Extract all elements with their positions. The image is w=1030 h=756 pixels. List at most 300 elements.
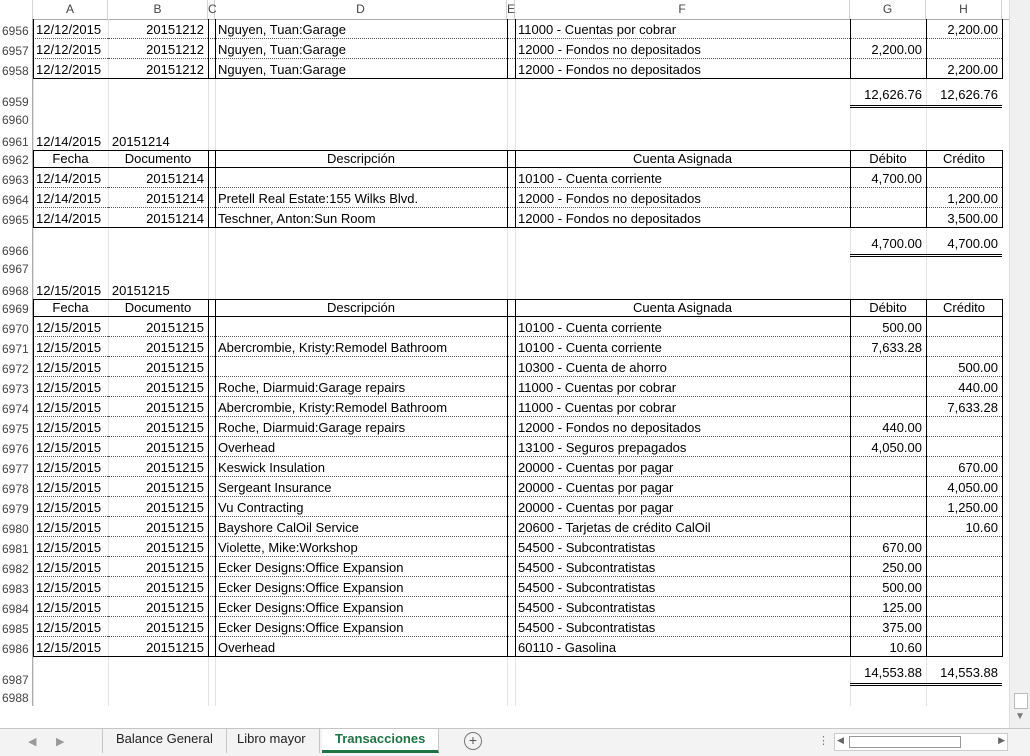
header-debito[interactable] <box>850 299 926 317</box>
cell-descripcion[interactable] <box>215 397 507 417</box>
total-row <box>0 228 1010 259</box>
column-header-g[interactable]: G <box>850 0 926 19</box>
header-cuenta[interactable] <box>515 150 850 168</box>
table-border <box>208 377 209 397</box>
cell-documento[interactable] <box>108 637 208 657</box>
table-border <box>1002 150 1003 168</box>
table-border <box>926 188 927 208</box>
vertical-scrollbar[interactable] <box>1009 0 1030 728</box>
table-border <box>33 557 34 577</box>
table-border <box>926 39 927 59</box>
cell-cuenta-text: 20000 - Cuentas por pagar <box>518 500 674 515</box>
cell-credito[interactable] <box>926 477 1002 497</box>
cell-fecha[interactable] <box>33 577 108 597</box>
cell-debito[interactable] <box>850 377 926 397</box>
cell-fecha[interactable] <box>33 417 108 437</box>
row-header[interactable] <box>0 59 33 79</box>
cell-debito[interactable] <box>850 417 926 437</box>
cell-fecha[interactable] <box>33 317 108 337</box>
gridline <box>515 128 516 150</box>
cell-debito[interactable] <box>850 19 926 39</box>
cell-debito[interactable] <box>850 577 926 597</box>
cell-descripcion-text: Pretell Real Estate:155 Wilks Blvd. <box>218 191 419 206</box>
cell-descripcion[interactable] <box>215 597 507 617</box>
cell-fecha[interactable] <box>33 59 108 79</box>
cell-documento[interactable] <box>108 168 208 188</box>
cell-credito[interactable] <box>926 397 1002 417</box>
cell-cuenta[interactable] <box>515 637 850 657</box>
row-header[interactable] <box>0 168 33 188</box>
spacer-cell <box>507 168 515 188</box>
table-border <box>208 299 209 317</box>
header-documento[interactable] <box>108 299 208 317</box>
cell-credito[interactable] <box>926 357 1002 377</box>
cell-fecha[interactable] <box>33 597 108 617</box>
cell-debito[interactable] <box>850 188 926 208</box>
cell-documento[interactable] <box>108 39 208 59</box>
cell-descripcion[interactable] <box>215 417 507 437</box>
cell-documento[interactable] <box>108 517 208 537</box>
row-header[interactable] <box>0 417 33 437</box>
cell-debito[interactable] <box>850 59 926 79</box>
cell-cuenta[interactable] <box>515 357 850 377</box>
horizontal-scroll-thumb[interactable] <box>849 736 961 748</box>
row-header[interactable] <box>0 208 33 228</box>
row-header[interactable] <box>0 188 33 208</box>
cell-documento[interactable] <box>108 19 208 39</box>
cell-descripcion-text: Sergeant Insurance <box>218 480 332 495</box>
table-border <box>926 397 927 417</box>
cell-credito[interactable] <box>926 19 1002 39</box>
table-border <box>215 557 216 577</box>
group-title[interactable] <box>33 277 333 299</box>
column-header-b[interactable]: B <box>108 0 208 19</box>
cell-cuenta[interactable] <box>515 517 850 537</box>
row-header[interactable] <box>0 397 33 417</box>
cell-documento[interactable] <box>108 317 208 337</box>
cell-documento[interactable] <box>108 188 208 208</box>
column-header-c[interactable]: C <box>208 0 215 19</box>
group-title[interactable] <box>33 128 333 150</box>
spacer-cell <box>507 39 515 59</box>
cell-descripcion[interactable] <box>215 39 507 59</box>
cell-descripcion[interactable] <box>215 377 507 397</box>
cell-documento[interactable] <box>108 337 208 357</box>
table-border <box>926 457 927 477</box>
cell-descripcion[interactable] <box>215 537 507 557</box>
cell-cuenta[interactable] <box>515 397 850 417</box>
cell-documento[interactable] <box>108 357 208 377</box>
cell-cuenta[interactable] <box>515 457 850 477</box>
cell-documento[interactable] <box>108 208 208 228</box>
cell-credito[interactable] <box>926 168 1002 188</box>
header-documento-text: Documento <box>124 300 192 315</box>
row-header[interactable] <box>0 688 33 706</box>
cell-descripcion[interactable] <box>215 557 507 577</box>
scroll-left-icon[interactable]: ◀ <box>837 735 844 745</box>
cell-fecha-text: 12/15/2015 <box>36 380 102 395</box>
tab-next-icon[interactable]: ▶ <box>56 736 65 748</box>
cell-debito[interactable] <box>850 337 926 357</box>
row-header[interactable] <box>0 79 33 110</box>
cell-fecha[interactable] <box>33 437 108 457</box>
table-border <box>215 437 216 457</box>
cell-credito[interactable] <box>926 577 1002 597</box>
cell-credito[interactable] <box>926 557 1002 577</box>
table-border <box>33 497 34 517</box>
header-descripcion[interactable] <box>215 150 507 168</box>
cell-cuenta[interactable] <box>515 59 850 79</box>
cell-debito[interactable] <box>850 517 926 537</box>
cell-fecha[interactable] <box>33 537 108 557</box>
cell-cuenta-text: 12000 - Fondos no depositados <box>518 420 701 435</box>
scroll-right-icon[interactable]: ▶ <box>998 735 1005 745</box>
spacer-cell <box>507 597 515 617</box>
header-fecha[interactable] <box>33 299 108 317</box>
cell-debito[interactable] <box>850 397 926 417</box>
gridline <box>850 259 851 277</box>
tab-balance-general[interactable]: Balance General <box>102 729 227 753</box>
cell-credito[interactable] <box>926 317 1002 337</box>
column-header-a[interactable]: A <box>33 0 108 19</box>
header-cuenta[interactable] <box>515 299 850 317</box>
cell-debito-text: 10.60 <box>889 640 922 655</box>
cell-credito[interactable] <box>926 417 1002 437</box>
row-header[interactable] <box>0 377 33 397</box>
spacer-cell <box>507 59 515 79</box>
cell-cuenta[interactable] <box>515 208 850 228</box>
table-border <box>515 337 516 357</box>
row-header[interactable] <box>0 259 33 277</box>
cell-cuenta[interactable] <box>515 597 850 617</box>
cell-fecha[interactable] <box>33 19 108 39</box>
cell-descripcion[interactable] <box>215 517 507 537</box>
table-border <box>515 537 516 557</box>
cell-documento-text: 20151215 <box>146 580 204 595</box>
cell-documento[interactable] <box>108 597 208 617</box>
cell-fecha[interactable] <box>33 457 108 477</box>
add-sheet-icon[interactable]: + <box>464 732 482 750</box>
table-border <box>850 457 851 477</box>
cell-credito[interactable] <box>926 59 1002 79</box>
cell-fecha-text: 12/15/2015 <box>36 520 102 535</box>
row-header[interactable] <box>0 597 33 617</box>
table-border <box>515 477 516 497</box>
cell-credito[interactable] <box>926 337 1002 357</box>
header-fecha[interactable] <box>33 150 108 168</box>
column-header-h[interactable]: H <box>926 0 1002 19</box>
row-header[interactable] <box>0 110 33 128</box>
row-header[interactable] <box>0 577 33 597</box>
row-header[interactable] <box>0 477 33 497</box>
cell-descripcion[interactable] <box>215 59 507 79</box>
cell-credito[interactable] <box>926 597 1002 617</box>
cell-cuenta[interactable] <box>515 39 850 59</box>
cell-cuenta[interactable] <box>515 537 850 557</box>
spacer-cell <box>208 517 215 537</box>
cell-documento[interactable] <box>108 437 208 457</box>
table-border <box>215 417 216 437</box>
cell-cuenta[interactable] <box>515 497 850 517</box>
row-header[interactable] <box>0 317 33 337</box>
cell-documento[interactable] <box>108 59 208 79</box>
cell-debito[interactable] <box>850 537 926 557</box>
cell-fecha[interactable] <box>33 637 108 657</box>
table-border <box>926 357 927 377</box>
cell-descripcion[interactable] <box>215 497 507 517</box>
column-header-e[interactable]: E <box>507 0 515 19</box>
spacer-cell <box>208 317 215 337</box>
total-credito-text: 12,626.76 <box>940 87 998 102</box>
table-row <box>0 337 1010 357</box>
cell-cuenta-text: 54500 - Subcontratistas <box>518 620 656 635</box>
cell-fecha-text: 12/15/2015 <box>36 420 102 435</box>
gridline <box>515 688 516 706</box>
cell-documento[interactable] <box>108 477 208 497</box>
table-border <box>208 557 209 577</box>
select-all-corner[interactable] <box>0 0 33 19</box>
cell-descripcion-text: Nguyen, Tuan:Garage <box>218 42 346 57</box>
cell-documento-text: 20151212 <box>146 42 204 57</box>
table-row <box>0 110 1010 128</box>
table-border <box>208 497 209 517</box>
table-border <box>507 617 508 637</box>
cell-credito-text: 440.00 <box>958 380 998 395</box>
cell-debito-text: 670.00 <box>882 540 922 555</box>
cell-debito[interactable] <box>850 317 926 337</box>
table-border <box>208 597 209 617</box>
total-row <box>0 79 1010 110</box>
gridline <box>33 110 34 128</box>
cell-documento[interactable] <box>108 497 208 517</box>
total-row <box>0 657 1010 688</box>
cell-descripcion[interactable] <box>215 437 507 457</box>
cell-documento[interactable] <box>108 377 208 397</box>
cell-credito[interactable] <box>926 377 1002 397</box>
cell-descripcion[interactable] <box>215 577 507 597</box>
cell-documento[interactable] <box>108 557 208 577</box>
cell-fecha[interactable] <box>33 477 108 497</box>
cell-cuenta[interactable] <box>515 19 850 39</box>
gridline <box>507 688 508 706</box>
cell-cuenta-text: 20000 - Cuentas por pagar <box>518 480 674 495</box>
header-descripcion[interactable] <box>215 299 507 317</box>
cell-cuenta[interactable] <box>515 168 850 188</box>
cell-descripcion[interactable] <box>215 457 507 477</box>
cell-descripcion[interactable] <box>215 337 507 357</box>
cell-debito[interactable] <box>850 477 926 497</box>
cell-debito[interactable] <box>850 168 926 188</box>
cell-descripcion[interactable] <box>215 208 507 228</box>
cell-fecha[interactable] <box>33 397 108 417</box>
cell-descripcion[interactable] <box>215 188 507 208</box>
cell-fecha-text: 12/15/2015 <box>36 320 102 335</box>
cell-descripcion[interactable] <box>215 637 507 657</box>
cell-cuenta[interactable] <box>515 437 850 457</box>
spacer-cell <box>507 637 515 657</box>
cell-fecha[interactable] <box>33 517 108 537</box>
row-header[interactable] <box>0 497 33 517</box>
cell-cuenta[interactable] <box>515 557 850 577</box>
row-header[interactable] <box>0 128 33 150</box>
row-header[interactable] <box>0 277 33 299</box>
cell-debito[interactable] <box>850 617 926 637</box>
row-header[interactable] <box>0 637 33 657</box>
row-header[interactable] <box>0 657 33 688</box>
scroll-down-icon[interactable]: ▼ <box>1015 711 1025 722</box>
cell-descripcion-text: Roche, Diarmuid:Garage repairs <box>218 380 406 395</box>
cell-cuenta-text: 10100 - Cuenta corriente <box>518 171 662 186</box>
cell-credito[interactable] <box>926 537 1002 557</box>
cell-cuenta[interactable] <box>515 377 850 397</box>
cell-credito[interactable] <box>926 517 1002 537</box>
row-header[interactable] <box>0 357 33 377</box>
header-documento[interactable] <box>108 150 208 168</box>
tab-libro-mayor[interactable]: Libro mayor <box>224 729 320 753</box>
cell-credito[interactable] <box>926 437 1002 457</box>
cell-debito[interactable] <box>850 557 926 577</box>
cell-fecha[interactable] <box>33 357 108 377</box>
row-header[interactable] <box>0 617 33 637</box>
cell-debito[interactable] <box>850 457 926 477</box>
gridline <box>926 259 927 277</box>
row-header[interactable] <box>0 39 33 59</box>
cell-fecha-text: 12/15/2015 <box>36 460 102 475</box>
cell-cuenta[interactable] <box>515 417 850 437</box>
cell-cuenta-text: 20000 - Cuentas por pagar <box>518 460 674 475</box>
cell-credito[interactable] <box>926 497 1002 517</box>
table-border <box>33 59 34 79</box>
cell-cuenta[interactable] <box>515 617 850 637</box>
cell-credito[interactable] <box>926 457 1002 477</box>
cell-fecha[interactable] <box>33 557 108 577</box>
header-credito[interactable] <box>926 150 1002 168</box>
cell-credito[interactable] <box>926 39 1002 59</box>
vertical-scroll-thumb[interactable] <box>1014 693 1028 709</box>
cell-fecha[interactable] <box>33 497 108 517</box>
cell-documento[interactable] <box>108 397 208 417</box>
cell-credito[interactable] <box>926 637 1002 657</box>
cell-descripcion[interactable] <box>215 357 507 377</box>
cell-fecha[interactable] <box>33 168 108 188</box>
cell-fecha[interactable] <box>33 617 108 637</box>
cell-credito[interactable] <box>926 188 1002 208</box>
row-number: 6984 <box>2 602 29 616</box>
row-header[interactable] <box>0 537 33 557</box>
column-header-d[interactable]: D <box>215 0 507 19</box>
table-border <box>850 537 851 557</box>
row-header[interactable] <box>0 457 33 477</box>
table-border <box>507 417 508 437</box>
cell-documento[interactable] <box>108 417 208 437</box>
cell-documento[interactable] <box>108 457 208 477</box>
cell-credito[interactable] <box>926 617 1002 637</box>
more-options-icon[interactable]: ⋮ <box>818 735 829 747</box>
cell-descripcion[interactable] <box>215 19 507 39</box>
cell-debito[interactable] <box>850 357 926 377</box>
row-header[interactable] <box>0 150 33 168</box>
cell-fecha[interactable] <box>33 377 108 397</box>
row-header[interactable] <box>0 228 33 259</box>
row-header[interactable] <box>0 517 33 537</box>
row-header[interactable] <box>0 19 33 39</box>
cell-fecha-text: 12/15/2015 <box>36 400 102 415</box>
header-credito[interactable] <box>926 299 1002 317</box>
table-border <box>33 537 34 557</box>
gridline <box>515 657 516 688</box>
cell-descripcion[interactable] <box>215 168 507 188</box>
cell-debito[interactable] <box>850 208 926 228</box>
spacer-cell <box>208 437 215 457</box>
gridline <box>507 277 508 299</box>
cell-debito[interactable] <box>850 497 926 517</box>
cell-descripcion[interactable] <box>215 617 507 637</box>
row-number: 6982 <box>2 562 29 576</box>
tab-prev-icon[interactable]: ◀ <box>28 736 37 748</box>
cell-debito[interactable] <box>850 39 926 59</box>
cell-cuenta-text: 54500 - Subcontratistas <box>518 560 656 575</box>
spacer-cell <box>507 477 515 497</box>
cell-cuenta[interactable] <box>515 337 850 357</box>
cell-fecha[interactable] <box>33 337 108 357</box>
tab-transacciones[interactable]: Transacciones <box>322 729 439 753</box>
row-header[interactable] <box>0 299 33 317</box>
row-header[interactable] <box>0 437 33 457</box>
gridline <box>108 657 109 688</box>
cell-documento[interactable] <box>108 537 208 557</box>
cell-credito[interactable] <box>926 208 1002 228</box>
table-border <box>507 357 508 377</box>
cell-documento[interactable] <box>108 617 208 637</box>
cell-descripcion[interactable] <box>215 477 507 497</box>
gridline <box>33 79 34 110</box>
cell-descripcion-text: Vu Contracting <box>218 500 304 515</box>
table-row <box>0 259 1010 277</box>
table-border <box>33 397 34 417</box>
cell-debito[interactable] <box>850 637 926 657</box>
cell-fecha-text: 12/12/2015 <box>36 42 102 57</box>
cell-cuenta[interactable] <box>515 188 850 208</box>
cell-debito[interactable] <box>850 437 926 457</box>
row-header[interactable] <box>0 337 33 357</box>
cell-documento[interactable] <box>108 577 208 597</box>
cell-cuenta[interactable] <box>515 577 850 597</box>
cell-cuenta[interactable] <box>515 317 850 337</box>
spacer-cell <box>208 497 215 517</box>
row-number: 6961 <box>2 135 29 149</box>
cell-fecha[interactable] <box>33 188 108 208</box>
table-border <box>515 457 516 477</box>
table-border <box>850 59 851 79</box>
spacer-cell <box>507 19 515 39</box>
horizontal-scrollbar[interactable] <box>834 733 1008 751</box>
row-number: 6959 <box>2 95 29 109</box>
header-debito[interactable] <box>850 150 926 168</box>
row-number: 6963 <box>2 173 29 187</box>
spacer-cell <box>507 299 515 317</box>
row-header[interactable] <box>0 557 33 577</box>
table-border <box>1002 208 1003 228</box>
cell-cuenta[interactable] <box>515 477 850 497</box>
column-header-f[interactable]: F <box>515 0 850 19</box>
cell-fecha[interactable] <box>33 208 108 228</box>
cell-descripcion[interactable] <box>215 317 507 337</box>
gridline <box>208 228 209 259</box>
cell-fecha[interactable] <box>33 39 108 59</box>
table-border <box>208 517 209 537</box>
cell-debito[interactable] <box>850 597 926 617</box>
spreadsheet-grid[interactable] <box>0 19 1010 720</box>
